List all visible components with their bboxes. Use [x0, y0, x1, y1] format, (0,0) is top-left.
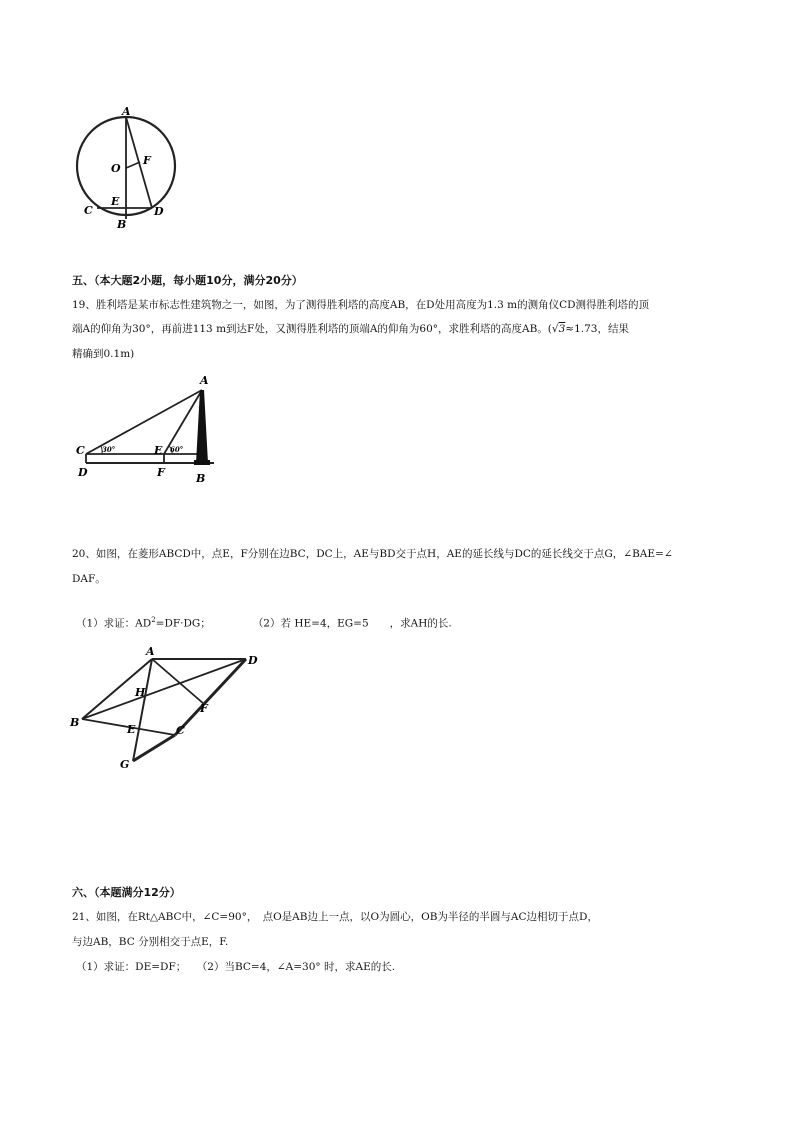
label-H: H — [135, 686, 146, 699]
label-B: B — [117, 218, 127, 231]
label-F: F — [200, 702, 208, 715]
label-B: B — [196, 472, 206, 485]
q19-line-3: 精确到0.1m) — [72, 348, 135, 360]
label-C: C — [176, 724, 185, 737]
label-E: E — [154, 444, 163, 457]
rhombus-figure — [66, 643, 271, 778]
q20-part-1-tail: =DF·DG； — [155, 617, 211, 630]
label-F: F — [143, 154, 151, 167]
label-C: C — [76, 444, 85, 457]
label-F: F — [157, 466, 165, 479]
circle-figure — [70, 104, 190, 234]
label-E: E — [127, 723, 136, 736]
label-A: A — [146, 645, 155, 658]
sqrt-value: 3 — [558, 323, 566, 335]
label-O: O — [111, 162, 121, 175]
label-D: D — [78, 466, 88, 479]
label-C: C — [84, 204, 93, 217]
q20-parts — [76, 613, 452, 631]
q20-line-2: DAF。 — [72, 573, 106, 585]
angle-30-label: 30° — [102, 445, 116, 454]
q20-line-1: 20、如图，在菱形ABCD中，点E，F分别在边BC，DC上，AE与BD交于点H，AE的延长线与DC的延长线交于点G，∠BAE=∠ — [72, 548, 673, 560]
q20-part-2: （2）若 HE=4，EG=5 ，求AH的长. — [252, 617, 452, 630]
q19-line-1: 19、胜利塔是某市标志性建筑物之一，如图，为了测得胜利塔的高度AB，在D处用高度为1.3 m的测角仪CD测得胜利塔的顶 — [72, 299, 650, 311]
q19-line-2 — [72, 322, 629, 336]
label-B: B — [70, 716, 80, 729]
section-6-heading: 六、（本题满分12分） — [72, 886, 181, 899]
label-E: E — [111, 195, 120, 208]
q20-part-1: （1）求证：AD — [76, 617, 152, 630]
q21-line-3: （1）求证：DE=DF； （2）当BC=4，∠A=30° 时，求AE的长. — [76, 961, 396, 973]
q20-part-1-sup: 2 — [151, 616, 156, 624]
angle-60-label: 60° — [170, 445, 184, 454]
q19-line-2-tail: ≈1.73，结果 — [565, 323, 629, 335]
q19-line-2-text: 端A的仰角为30°，再前进113 m到达F处，又测得胜利塔的顶端A的仰角为60°，求胜利塔的高度AB。( — [72, 323, 552, 335]
q21-line-1: 21、如图，在Rt△ABC中，∠C=90°， 点O是AB边上一点，以O为圆心，OB为半径的半圆与AC边相切于点D， — [72, 911, 598, 923]
tower-figure — [72, 372, 222, 487]
section-5-heading: 五、（本大题2小题，每小题10分，满分20分） — [72, 274, 303, 287]
label-G: G — [120, 758, 130, 771]
label-D: D — [154, 205, 164, 218]
sqrt-symbol: √ — [551, 323, 559, 335]
q21-line-2: 与边AB，BC 分别相交于点E，F. — [72, 936, 229, 948]
label-A: A — [200, 374, 209, 387]
label-D: D — [248, 654, 258, 667]
label-A: A — [122, 105, 131, 118]
